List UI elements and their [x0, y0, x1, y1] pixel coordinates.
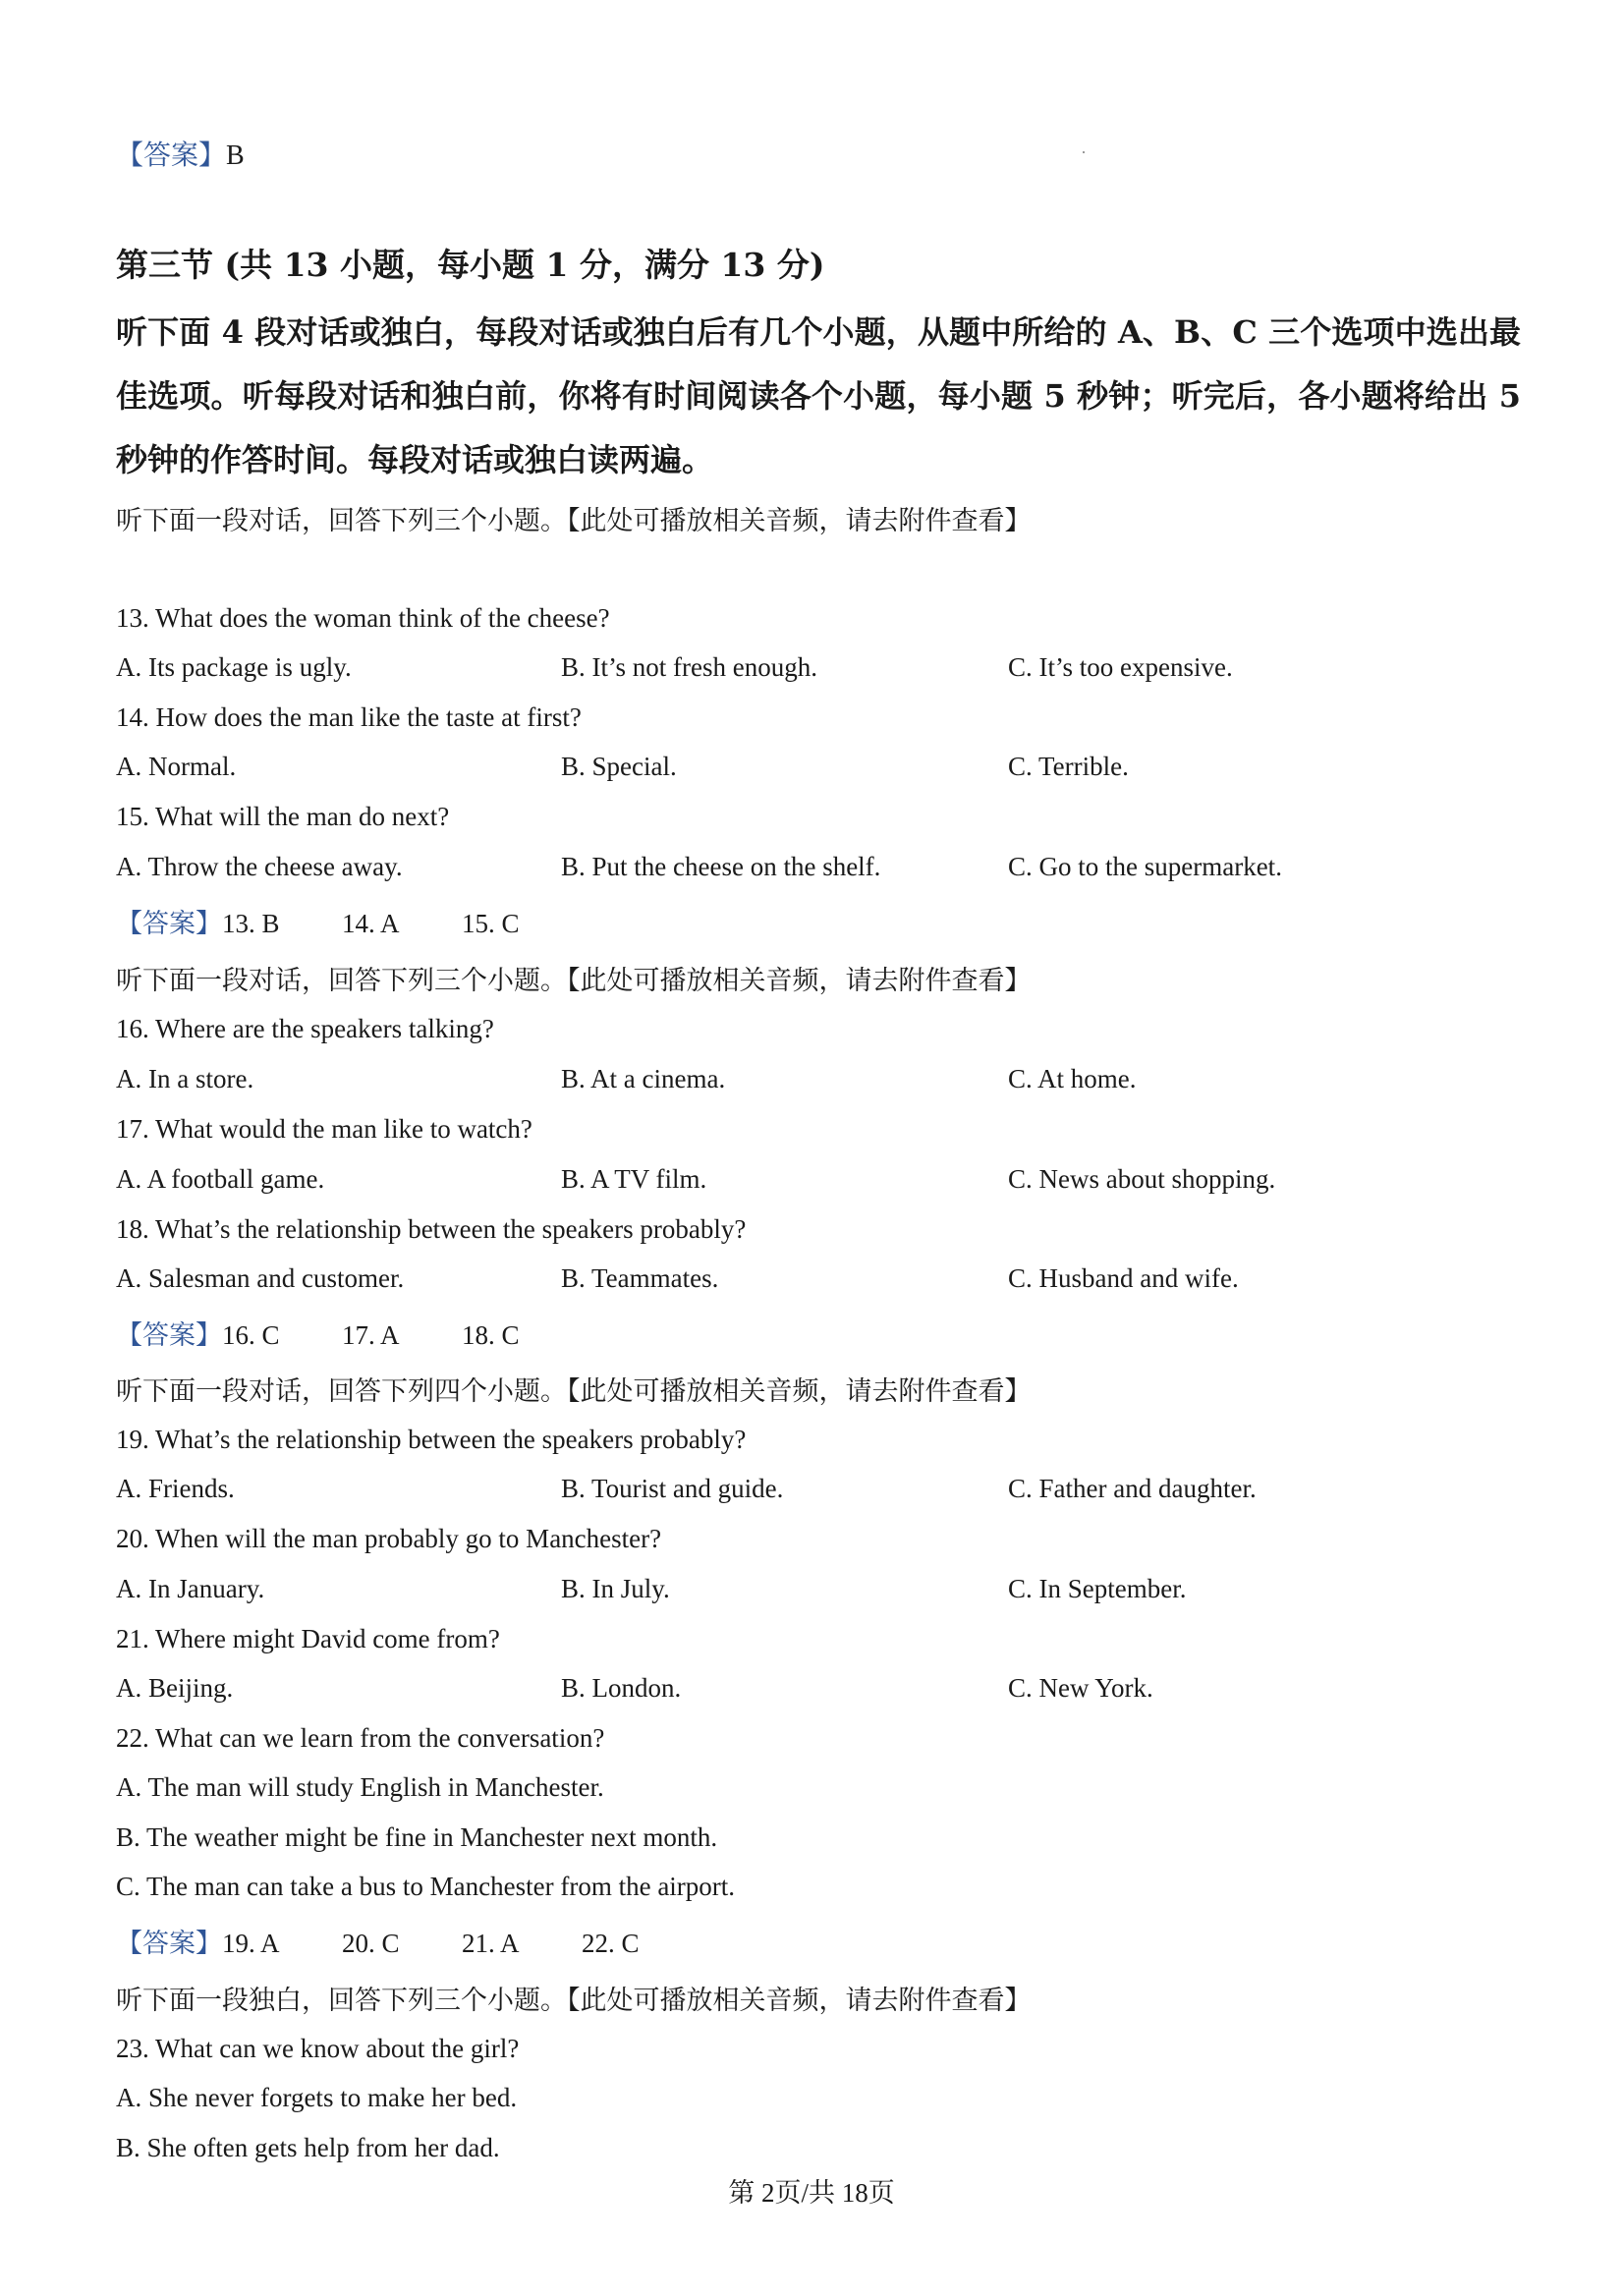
answer-14: 14. A [342, 909, 400, 938]
question-19: 19. What’s the relationship between the speakers probably? [116, 1425, 747, 1454]
section-instructions: 听下面 4 段对话或独白，每段对话或独白后有几个小题，从题中所给的 A、B、C 三个选项中选出最佳选项。听每段对话和独白前，你将有时间阅读各个小题，每小题 5 秒钟；听完后，各小题将给出 5 秒钟的作答时间。每段对话或独白读两遍。 [116, 313, 1521, 478]
question-19-option-a: A. Friends. [116, 1474, 235, 1503]
page-footer: 第 2页/共 18页 [728, 2178, 895, 2208]
question-22-option-c: C. The man can take a bus to Manchester from the airport. [116, 1872, 736, 1901]
answer-tag: 【答案】 [116, 909, 222, 938]
group-3-answers [116, 1922, 640, 1960]
question-15-option-b: B. Put the cheese on the shelf. [561, 852, 881, 881]
question-18-option-a: A. Salesman and customer. [116, 1263, 405, 1293]
section-heading: 第三节 (共 13 小题，每小题 1 分，满分 13 分) [116, 246, 825, 284]
answer-15: 15. C [462, 909, 520, 938]
group-1-answers [116, 902, 520, 940]
question-20-option-c: C. In September. [1008, 1574, 1187, 1603]
question-14: 14. How does the man like the taste at first? [116, 702, 582, 732]
question-18-option-b: B. Teammates. [561, 1263, 719, 1293]
question-13-option-b: B. It’s not fresh enough. [561, 652, 817, 682]
question-16-option-a: A. In a store. [116, 1064, 254, 1093]
question-13-option-c: C. It’s too expensive. [1008, 652, 1233, 682]
question-14-option-a: A. Normal. [116, 752, 237, 781]
question-19-option-c: C. Father and daughter. [1008, 1474, 1257, 1503]
question-17-option-a: A. A football game. [116, 1164, 325, 1194]
answer-18: 18. C [462, 1320, 520, 1350]
question-16-option-b: B. At a cinema. [561, 1064, 726, 1093]
answer-tag: 【答案】 [116, 1320, 222, 1350]
question-17-option-b: B. A TV film. [561, 1164, 707, 1194]
question-15-option-c: C. Go to the supermarket. [1008, 852, 1282, 881]
question-16-option-c: C. At home. [1008, 1064, 1137, 1093]
question-23-option-a: A. She never forgets to make her bed. [116, 2083, 518, 2112]
question-13: 13. What does the woman think of the cheese? [116, 603, 610, 633]
answer-value: B [226, 140, 245, 171]
answer-22: 22. C [582, 1929, 640, 1958]
question-16: 16. Where are the speakers talking? [116, 1014, 494, 1043]
question-21: 21. Where might David come from? [116, 1624, 500, 1653]
question-14-option-b: B. Special. [561, 752, 677, 781]
group-3-intro: 听下面一段对话，回答下列四个小题。【此处可播放相关音频，请去附件查看】 [116, 1376, 1032, 1407]
scan-dot [1083, 151, 1085, 153]
group-1-intro: 听下面一段对话，回答下列三个小题。【此处可播放相关音频，请去附件查看】 [116, 506, 1032, 536]
question-20-option-b: B. In July. [561, 1574, 670, 1603]
question-14-option-c: C. Terrible. [1008, 752, 1129, 781]
question-20-option-a: A. In January. [116, 1574, 265, 1603]
question-23-option-b: B. She often gets help from her dad. [116, 2133, 500, 2162]
question-22-option-a: A. The man will study English in Manchester. [116, 1772, 604, 1802]
question-17: 17. What would the man like to watch? [116, 1114, 532, 1144]
question-22: 22. What can we learn from the conversation? [116, 1723, 605, 1753]
group-4-intro: 听下面一段独白，回答下列三个小题。【此处可播放相关音频，请去附件查看】 [116, 1986, 1032, 2016]
question-21-option-c: C. New York. [1008, 1673, 1153, 1703]
question-15: 15. What will the man do next? [116, 802, 450, 831]
question-15-option-a: A. Throw the cheese away. [116, 852, 403, 881]
question-18-option-c: C. Husband and wife. [1008, 1263, 1239, 1293]
question-23: 23. What can we know about the girl? [116, 2034, 520, 2063]
answer-tag: 【答案】 [116, 1929, 222, 1958]
answer-17: 17. A [342, 1320, 400, 1350]
answer-13: 13. B [222, 909, 280, 938]
answer-19: 19. A [222, 1929, 280, 1958]
answer-21: 21. A [462, 1929, 520, 1958]
group-2-answers [116, 1314, 520, 1352]
answer-20: 20. C [342, 1929, 400, 1958]
question-19-option-b: B. Tourist and guide. [561, 1474, 784, 1503]
question-13-option-a: A. Its package is ugly. [116, 652, 352, 682]
question-17-option-c: C. News about shopping. [1008, 1164, 1276, 1194]
question-18: 18. What’s the relationship between the speakers probably? [116, 1214, 747, 1244]
group-2-intro: 听下面一段对话，回答下列三个小题。【此处可播放相关音频，请去附件查看】 [116, 966, 1032, 996]
question-20: 20. When will the man probably go to Manchester? [116, 1524, 662, 1553]
question-21-option-b: B. London. [561, 1673, 682, 1703]
question-21-option-a: A. Beijing. [116, 1673, 234, 1703]
answer-16: 16. C [222, 1320, 280, 1350]
answer-tag: 【答案】 [116, 140, 227, 171]
question-22-option-b: B. The weather might be fine in Manchester next month. [116, 1822, 718, 1852]
top-answer [116, 134, 245, 173]
